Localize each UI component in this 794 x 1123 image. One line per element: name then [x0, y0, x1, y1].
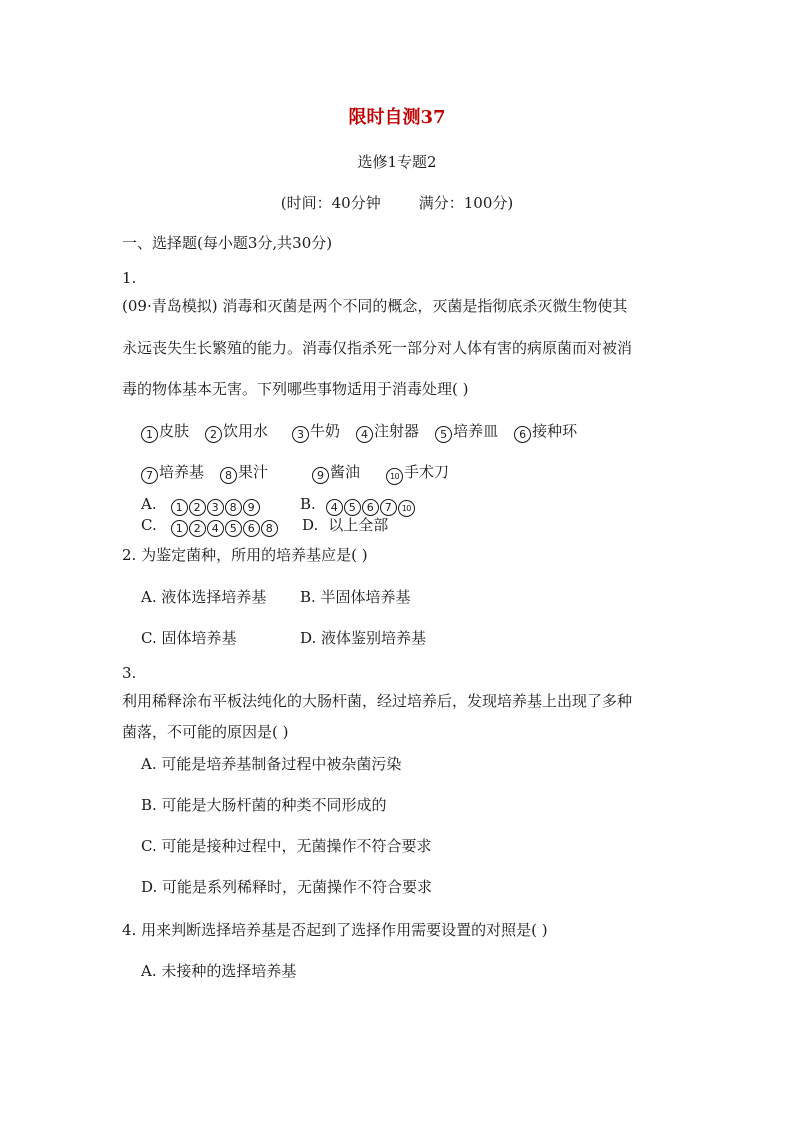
circled-number: 2	[189, 520, 206, 537]
circled-number: 5	[225, 520, 242, 537]
q3-option-c: C. 可能是接种过程中，无菌操作不符合要求	[141, 837, 432, 855]
circled-number: 10	[386, 468, 403, 485]
q3-number: 3.	[122, 664, 137, 682]
q2-option-a: A. 液体选择培养基	[141, 588, 267, 606]
circled-number: 5	[435, 426, 452, 443]
circled-number: 7	[141, 467, 158, 484]
circled-number: 8	[225, 499, 242, 516]
circled-number: 1	[171, 499, 188, 516]
option-text: 以上全部	[328, 516, 389, 534]
section-heading: 一、选择题(每小题3分,共30分)	[122, 234, 333, 252]
q1-items-row2	[141, 462, 449, 485]
q3-option-a: A. 可能是培养基制备过程中被杂菌污染	[141, 755, 402, 773]
q1-item-label: 果汁	[238, 463, 269, 481]
q1-item-label: 酱油	[330, 463, 361, 481]
circled-number: 6	[243, 520, 260, 537]
circled-number: 1	[141, 426, 158, 443]
circled-number: 9	[243, 499, 260, 516]
q1-item-label: 牛奶	[310, 422, 341, 440]
q1-item-label: 皮肤	[159, 422, 190, 440]
circled-number: 8	[261, 520, 278, 537]
circled-number: 4	[356, 426, 373, 443]
circled-number: 4	[326, 499, 343, 516]
q3-option-b: B. 可能是大肠杆菌的种类不同形成的	[141, 796, 387, 814]
circled-number: 3	[292, 426, 309, 443]
page-subtitle: 选修1专题2	[357, 153, 437, 171]
circled-number: 2	[189, 499, 206, 516]
circled-number: 10	[398, 500, 415, 517]
q1-stem-line3: 毒的物体基本无害。下列哪些事物适用于消毒处理( )	[122, 380, 469, 398]
q4-stem: 4. 用来判断选择培养基是否起到了选择作用需要设置的对照是( )	[122, 921, 548, 939]
q1-item-label: 注射器	[374, 422, 420, 440]
q1-option-a	[141, 494, 261, 516]
q3-option-d: D. 可能是系列稀释时，无菌操作不符合要求	[141, 878, 433, 896]
q1-option-c	[141, 515, 279, 537]
score-info: 满分：100分)	[418, 194, 514, 212]
page-title: 限时自测37	[348, 107, 446, 128]
option-letter: A.	[141, 495, 157, 513]
option-letter: B.	[300, 495, 316, 513]
circled-number: 1	[171, 520, 188, 537]
q2-option-b: B. 半固体培养基	[300, 588, 411, 606]
circled-number: 6	[514, 426, 531, 443]
q3-stem-line2: 菌落，不可能的原因是( )	[122, 723, 289, 741]
q1-item-label: 培养基	[159, 463, 205, 481]
option-letter: D.	[302, 516, 319, 534]
option-letter: C.	[141, 516, 157, 534]
q1-option-b	[300, 494, 416, 517]
circled-number: 4	[207, 520, 224, 537]
q1-stem-line2: 永远丧失生长繁殖的能力。消毒仅指杀死一部分对人体有害的病原菌而对被消	[122, 339, 633, 357]
circled-number: 5	[344, 499, 361, 516]
q1-item-label: 培养皿	[453, 422, 499, 440]
q2-option-c: C. 固体培养基	[141, 629, 237, 647]
q2-stem: 2. 为鉴定菌种，所用的培养基应是( )	[122, 546, 368, 564]
q1-items-row1	[141, 421, 577, 443]
circled-number: 8	[220, 467, 237, 484]
time-info: (时间：40分钟	[280, 194, 381, 212]
q4-option-a: A. 未接种的选择培养基	[141, 962, 297, 980]
q3-stem-line1: 利用稀释涂布平板法纯化的大肠杆菌，经过培养后，发现培养基上出现了多种	[122, 692, 633, 710]
q1-item-label: 饮用水	[223, 422, 269, 440]
exam-info	[0, 193, 794, 213]
q1-item-label: 接种环	[532, 422, 578, 440]
circled-number: 3	[207, 499, 224, 516]
q1-option-d	[302, 515, 388, 535]
q1-item-label: 手术刀	[404, 463, 450, 481]
q1-stem-line1: (09·青岛模拟) 消毒和灭菌是两个不同的概念，灭菌是指彻底杀灭微生物使其	[122, 297, 628, 315]
circled-number: 9	[312, 467, 329, 484]
q2-option-d: D. 液体鉴别培养基	[300, 629, 427, 647]
circled-number: 6	[362, 499, 379, 516]
q1-number: 1.	[122, 269, 137, 287]
circled-number: 2	[205, 426, 222, 443]
circled-number: 7	[380, 499, 397, 516]
